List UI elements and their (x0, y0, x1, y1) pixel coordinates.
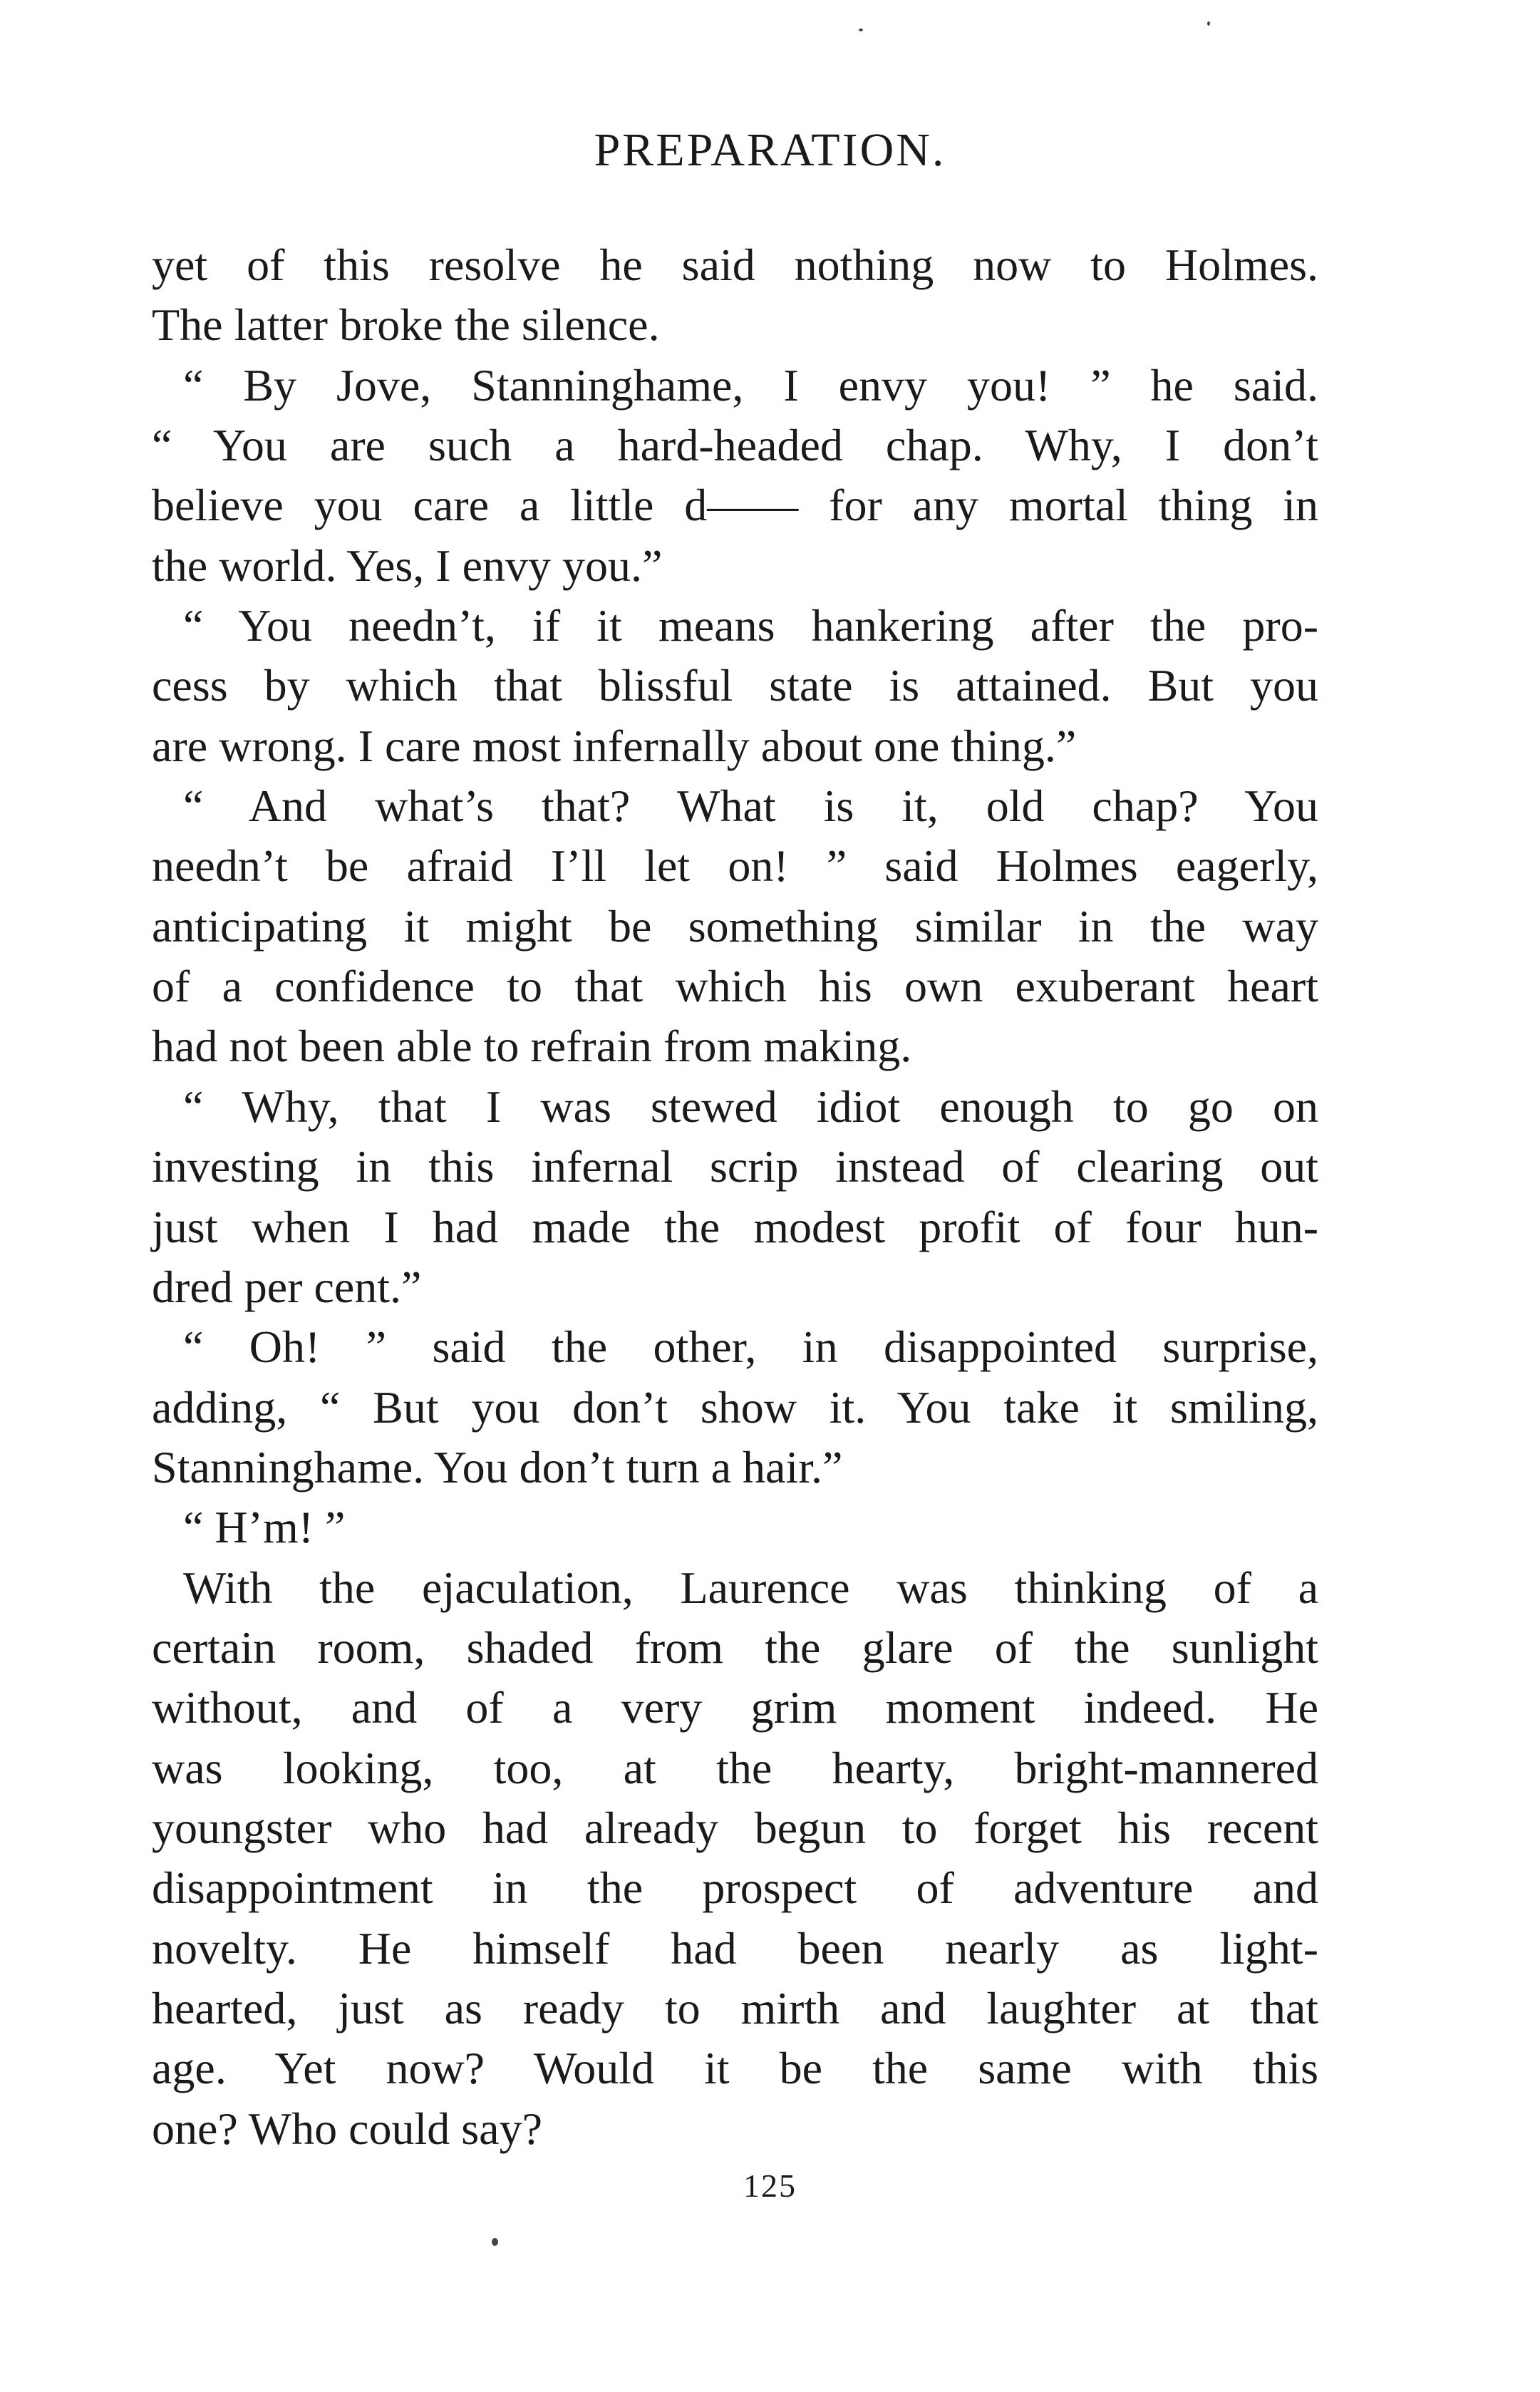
text-line: “ By Jove, Stanninghame, I envy you! ” he said. (183, 359, 1318, 411)
text-line: without, and of a very grim moment indeed. He (152, 1682, 1318, 1733)
text-line: are wrong. I care most infernally about one thing.” (152, 720, 1077, 771)
text-line: investing in this infernal scrip instead of clearing out (152, 1141, 1318, 1192)
text-line: had not been able to refrain from making. (152, 1021, 912, 1072)
text-line: just when I had made the modest profit of four hun- (152, 1201, 1318, 1252)
text-line: “ Oh! ” said the other, in disappointed surprise, (183, 1321, 1318, 1373)
text-line: adding, “ But you don’t show it. You take it smiling, (152, 1381, 1318, 1433)
text-line: disappointment in the prospect of adventure and (152, 1862, 1318, 1914)
text-line: yet of this resolve he said nothing now to Holmes. (152, 239, 1318, 290)
text-line: With the ejaculation, Laurence was thinking of a (183, 1562, 1318, 1613)
text-line: anticipating it might be something similar in the way (152, 900, 1318, 952)
text-line: novelty. He himself had been nearly as light- (152, 1922, 1318, 1974)
text-line: believe you care a little d—— for any mortal thing in (152, 480, 1318, 531)
ink-speck (1207, 21, 1210, 26)
text-line: certain room, shaded from the glare of the sunlight (152, 1622, 1318, 1673)
ink-speck (492, 2238, 498, 2246)
text-line: youngster who had already begun to forget his recent (152, 1802, 1318, 1853)
text-line: hearted, just as ready to mirth and laughter at that (152, 1982, 1318, 2033)
text-line: Stanninghame. You don’t turn a hair.” (152, 1441, 843, 1493)
ink-speck (859, 29, 863, 31)
text-line: “ Why, that I was stewed idiot enough to go on (183, 1081, 1318, 1132)
text-line: “ And what’s that? What is it, old chap? You (183, 780, 1318, 832)
body-text (152, 235, 1318, 2159)
text-line: “ H’m! ” (183, 1502, 346, 1553)
text-line: age. Yet now? Would it be the same with this (152, 2043, 1318, 2094)
text-line: the world. Yes, I envy you.” (152, 540, 663, 591)
page-number: 125 (743, 2167, 797, 2204)
text-line: cess by which that blissful state is attained. But you (152, 660, 1318, 711)
text-line: one? Who could say? (152, 2103, 542, 2154)
running-head: PREPARATION. (594, 124, 946, 176)
text-line: needn’t be afraid I’ll let on! ” said Holmes eagerly, (152, 840, 1318, 892)
text-line: was looking, too, at the hearty, bright-mannered (152, 1742, 1318, 1793)
text-line: of a confidence to that which his own exuberant heart (152, 961, 1318, 1012)
text-line: The latter broke the silence. (152, 299, 660, 351)
text-line: dred per cent.” (152, 1261, 422, 1312)
text-line: “ You needn’t, if it means hankering after the pro- (183, 600, 1318, 651)
text-line: “ You are such a hard-headed chap. Why, I don’t (152, 420, 1318, 471)
